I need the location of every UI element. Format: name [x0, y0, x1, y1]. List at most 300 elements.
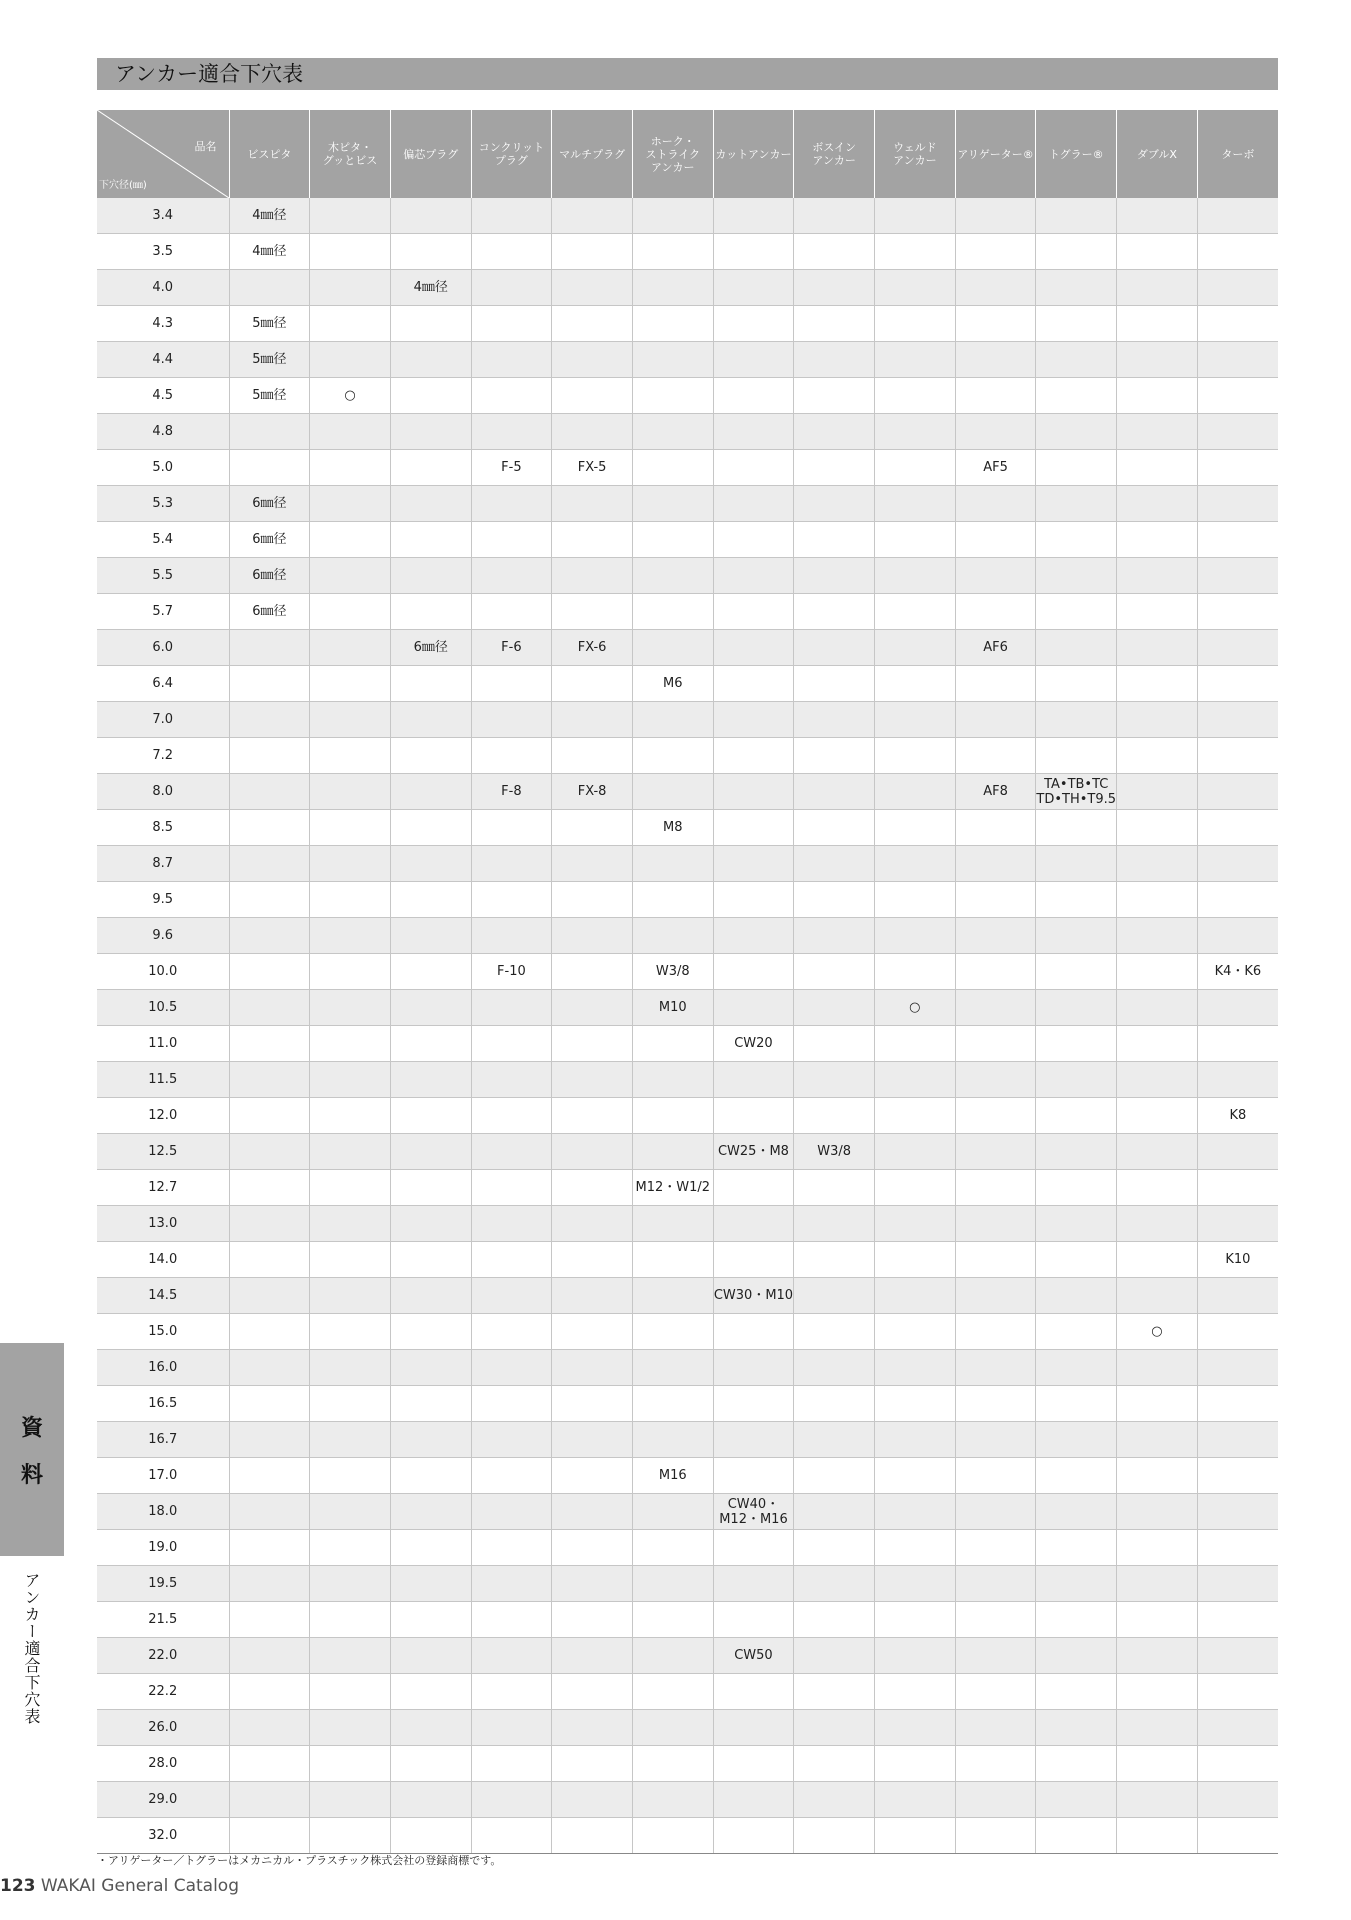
table-row: [97, 918, 1278, 954]
table-row: [97, 378, 1278, 414]
table-row: [97, 1782, 1278, 1818]
table-cell: [390, 522, 471, 558]
table-cell: [310, 774, 391, 810]
table-cell: [794, 774, 875, 810]
table-cell: [632, 1386, 713, 1422]
table-cell: [794, 1206, 875, 1242]
table-cell: [1117, 1170, 1198, 1206]
table-cell: [310, 918, 391, 954]
table-cell: [390, 1638, 471, 1674]
table-cell: [1036, 378, 1117, 414]
table-cell: [310, 1350, 391, 1386]
hole-diameter-cell: 29.0: [97, 1782, 229, 1818]
table-cell: [471, 1746, 552, 1782]
table-cell: [955, 270, 1036, 306]
table-cell: [390, 414, 471, 450]
table-cell: [1036, 594, 1117, 630]
table-cell: [471, 1386, 552, 1422]
hole-diameter-cell: 8.7: [97, 846, 229, 882]
table-cell: [471, 1638, 552, 1674]
table-cell: [955, 1818, 1036, 1854]
table-cell: FX-6: [552, 630, 633, 666]
column-header: ターボ: [1197, 110, 1278, 198]
table-row: [97, 1350, 1278, 1386]
table-cell: [552, 1638, 633, 1674]
table-cell: [229, 954, 310, 990]
table-cell: [955, 594, 1036, 630]
table-cell: [1036, 918, 1117, 954]
table-cell: F-6: [471, 630, 552, 666]
table-cell: [310, 1638, 391, 1674]
table-cell: [390, 738, 471, 774]
table-row: [97, 1818, 1278, 1854]
table-cell: [552, 306, 633, 342]
hole-diameter-cell: 4.5: [97, 378, 229, 414]
table-cell: [471, 486, 552, 522]
table-cell: [552, 1710, 633, 1746]
table-cell: [794, 522, 875, 558]
table-cell: [390, 702, 471, 738]
table-cell: [471, 1350, 552, 1386]
table-cell: [1117, 1530, 1198, 1566]
table-cell: [955, 738, 1036, 774]
table-cell: [794, 1314, 875, 1350]
table-cell: [713, 1602, 794, 1638]
table-cell: [632, 1026, 713, 1062]
table-cell: [1036, 1746, 1117, 1782]
hole-diameter-cell: 10.5: [97, 990, 229, 1026]
table-cell: [1117, 1566, 1198, 1602]
table-cell: [632, 306, 713, 342]
table-cell: M6: [632, 666, 713, 702]
table-cell: [310, 1314, 391, 1350]
table-cell: [552, 1242, 633, 1278]
table-cell: [310, 270, 391, 306]
table-row: [97, 954, 1278, 990]
table-cell: [1197, 1350, 1278, 1386]
table-cell: [794, 882, 875, 918]
table-row: [97, 1710, 1278, 1746]
table-cell: [1117, 846, 1198, 882]
section-tab-char: 資: [20, 1415, 43, 1441]
table-cell: 6㎜径: [390, 630, 471, 666]
table-cell: [310, 1170, 391, 1206]
table-cell: [552, 846, 633, 882]
table-cell: [471, 1098, 552, 1134]
table-cell: AF6: [955, 630, 1036, 666]
table-cell: [1197, 630, 1278, 666]
table-row: [97, 306, 1278, 342]
table-cell: [1197, 1782, 1278, 1818]
table-row: [97, 594, 1278, 630]
table-cell: [1117, 1710, 1198, 1746]
table-cell: [794, 954, 875, 990]
table-cell: [794, 1242, 875, 1278]
table-cell: [955, 1278, 1036, 1314]
table-cell: [390, 1566, 471, 1602]
table-cell: [1036, 1134, 1117, 1170]
table-row: [97, 486, 1278, 522]
table-cell: [471, 1782, 552, 1818]
table-cell: [310, 1746, 391, 1782]
table-cell: [875, 1134, 956, 1170]
table-cell: [794, 810, 875, 846]
table-cell: [552, 1674, 633, 1710]
table-cell: [471, 702, 552, 738]
table-cell: [875, 1530, 956, 1566]
table-cell: [794, 414, 875, 450]
table-cell: [875, 522, 956, 558]
table-cell: [310, 1530, 391, 1566]
table-cell: [552, 522, 633, 558]
table-cell: [390, 1134, 471, 1170]
table-cell: 6㎜径: [229, 558, 310, 594]
table-cell: [1036, 306, 1117, 342]
hole-diameter-cell: 11.0: [97, 1026, 229, 1062]
table-cell: [1117, 522, 1198, 558]
table-cell: [955, 882, 1036, 918]
table-cell: [1117, 414, 1198, 450]
table-cell: [310, 1026, 391, 1062]
table-cell: [955, 1566, 1036, 1602]
table-cell: [310, 954, 391, 990]
table-cell: ○: [875, 990, 956, 1026]
table-cell: [390, 342, 471, 378]
table-cell: [875, 270, 956, 306]
hole-diameter-cell: 21.5: [97, 1602, 229, 1638]
table-cell: [794, 450, 875, 486]
table-cell: [310, 1062, 391, 1098]
table-cell: [955, 1674, 1036, 1710]
table-cell: [713, 486, 794, 522]
table-cell: [955, 306, 1036, 342]
table-cell: [1117, 1602, 1198, 1638]
table-cell: TA•TB•TC TD•TH•T9.5: [1036, 774, 1117, 810]
table-row: [97, 702, 1278, 738]
table-cell: [875, 486, 956, 522]
table-cell: [552, 702, 633, 738]
table-cell: [632, 882, 713, 918]
table-cell: [955, 1386, 1036, 1422]
hole-diameter-cell: 28.0: [97, 1746, 229, 1782]
table-cell: [552, 1206, 633, 1242]
table-cell: [875, 810, 956, 846]
table-cell: [390, 234, 471, 270]
table-cell: [552, 1746, 633, 1782]
table-cell: [1197, 414, 1278, 450]
table-row: [97, 1062, 1278, 1098]
table-cell: [471, 1278, 552, 1314]
table-cell: [471, 1314, 552, 1350]
table-cell: [1197, 666, 1278, 702]
table-cell: [471, 882, 552, 918]
table-cell: [229, 1818, 310, 1854]
table-cell: [955, 1242, 1036, 1278]
table-cell: [713, 558, 794, 594]
hole-diameter-cell: 5.3: [97, 486, 229, 522]
page-title: アンカー適合下穴表: [97, 58, 1278, 90]
table-cell: [1197, 558, 1278, 594]
table-cell: [471, 846, 552, 882]
table-row: [97, 1494, 1278, 1530]
hole-diameter-cell: 7.2: [97, 738, 229, 774]
table-cell: [471, 990, 552, 1026]
hole-diameter-cell: 19.0: [97, 1530, 229, 1566]
table-cell: [955, 414, 1036, 450]
table-cell: [552, 1782, 633, 1818]
table-cell: [875, 1494, 956, 1530]
table-cell: [875, 918, 956, 954]
table-row: [97, 1674, 1278, 1710]
hole-diameter-cell: 7.0: [97, 702, 229, 738]
table-cell: [794, 234, 875, 270]
table-cell: [471, 342, 552, 378]
table-cell: [1036, 1710, 1117, 1746]
table-cell: [471, 1026, 552, 1062]
table-cell: [390, 594, 471, 630]
table-cell: 6㎜径: [229, 522, 310, 558]
table-cell: [955, 1170, 1036, 1206]
table-row: [97, 414, 1278, 450]
table-cell: [390, 990, 471, 1026]
table-cell: [632, 918, 713, 954]
table-cell: [390, 1242, 471, 1278]
table-body: [97, 198, 1278, 1854]
table-cell: [875, 342, 956, 378]
table-cell: [713, 1422, 794, 1458]
table-cell: F-5: [471, 450, 552, 486]
table-cell: [955, 198, 1036, 234]
table-cell: [1036, 1530, 1117, 1566]
table-cell: [1036, 954, 1117, 990]
table-cell: ○: [310, 378, 391, 414]
table-cell: [1036, 450, 1117, 486]
table-cell: [1117, 774, 1198, 810]
table-cell: [390, 1674, 471, 1710]
table-cell: [552, 486, 633, 522]
table-cell: [713, 594, 794, 630]
hole-diameter-cell: 4.4: [97, 342, 229, 378]
table-cell: [1197, 774, 1278, 810]
table-cell: [471, 198, 552, 234]
table-cell: [310, 1134, 391, 1170]
table-cell: [955, 1422, 1036, 1458]
table-row: [97, 1206, 1278, 1242]
table-cell: [875, 1782, 956, 1818]
table-cell: [552, 666, 633, 702]
table-cell: [713, 1242, 794, 1278]
hole-diameter-cell: 12.7: [97, 1170, 229, 1206]
table-cell: [229, 1386, 310, 1422]
column-header: ダブルX: [1117, 110, 1198, 198]
table-cell: [632, 270, 713, 306]
table-cell: [955, 990, 1036, 1026]
table-cell: [310, 738, 391, 774]
table-row: [97, 450, 1278, 486]
table-cell: [1197, 1530, 1278, 1566]
table-cell: [310, 1782, 391, 1818]
table-cell: [229, 1422, 310, 1458]
table-cell: [632, 1422, 713, 1458]
table-cell: [632, 1638, 713, 1674]
table-cell: [1036, 990, 1117, 1026]
column-header: ウェルド アンカー: [875, 110, 956, 198]
table-cell: [552, 1098, 633, 1134]
table-cell: [632, 486, 713, 522]
table-cell: [390, 666, 471, 702]
table-cell: [713, 1530, 794, 1566]
table-cell: [471, 1206, 552, 1242]
table-cell: [875, 738, 956, 774]
table-cell: [1197, 1566, 1278, 1602]
table-cell: [229, 1602, 310, 1638]
table-cell: [1117, 882, 1198, 918]
table-cell: [229, 846, 310, 882]
table-cell: [1036, 1566, 1117, 1602]
table-cell: [1197, 594, 1278, 630]
table-cell: [229, 702, 310, 738]
table-row: [97, 1566, 1278, 1602]
table-cell: [229, 666, 310, 702]
table-cell: [552, 378, 633, 414]
table-cell: [875, 1278, 956, 1314]
table-cell: [310, 522, 391, 558]
table-cell: [310, 882, 391, 918]
hole-diameter-cell: 4.3: [97, 306, 229, 342]
table-cell: [310, 1566, 391, 1602]
table-cell: [955, 810, 1036, 846]
table-cell: [1036, 522, 1117, 558]
table-cell: [794, 1638, 875, 1674]
table-cell: [552, 198, 633, 234]
table-cell: [875, 630, 956, 666]
table-cell: [713, 738, 794, 774]
table-cell: [1197, 882, 1278, 918]
table-cell: [390, 1098, 471, 1134]
table-cell: [310, 846, 391, 882]
table-cell: [1197, 234, 1278, 270]
table-cell: [1197, 1494, 1278, 1530]
table-cell: [955, 846, 1036, 882]
table-row: [97, 630, 1278, 666]
table-row: [97, 1026, 1278, 1062]
hole-diameter-cell: 10.0: [97, 954, 229, 990]
hole-diameter-cell: 19.5: [97, 1566, 229, 1602]
table-cell: [310, 1602, 391, 1638]
table-cell: [1197, 738, 1278, 774]
hole-diameter-cell: 3.4: [97, 198, 229, 234]
table-cell: [471, 1818, 552, 1854]
table-cell: [875, 1170, 956, 1206]
hole-diameter-cell: 16.7: [97, 1422, 229, 1458]
hole-diameter-cell: 3.5: [97, 234, 229, 270]
table-cell: [229, 918, 310, 954]
hole-diameter-cell: 4.8: [97, 414, 229, 450]
table-cell: [552, 1602, 633, 1638]
table-cell: [1197, 1746, 1278, 1782]
table-cell: [794, 378, 875, 414]
table-cell: [1117, 558, 1198, 594]
table-cell: [229, 1530, 310, 1566]
table-cell: [955, 1602, 1036, 1638]
table-cell: [1036, 1602, 1117, 1638]
table-cell: [310, 1818, 391, 1854]
table-cell: [1197, 810, 1278, 846]
table-cell: [1197, 486, 1278, 522]
table-cell: [875, 1062, 956, 1098]
table-cell: [875, 1674, 956, 1710]
table-row: [97, 1098, 1278, 1134]
table-cell: [875, 594, 956, 630]
table-cell: [390, 954, 471, 990]
hole-diameter-cell: 4.0: [97, 270, 229, 306]
table-cell: [552, 1134, 633, 1170]
table-cell: [471, 1530, 552, 1566]
table-cell: [1117, 810, 1198, 846]
table-cell: [1117, 1026, 1198, 1062]
table-cell: [1036, 810, 1117, 846]
table-cell: W3/8: [632, 954, 713, 990]
table-cell: [713, 414, 794, 450]
table-cell: [1117, 1278, 1198, 1314]
table-cell: [875, 378, 956, 414]
table-cell: [794, 1350, 875, 1386]
hole-diameter-cell: 17.0: [97, 1458, 229, 1494]
table-cell: [552, 1386, 633, 1422]
table-cell: [632, 630, 713, 666]
table-cell: [1036, 1170, 1117, 1206]
table-cell: [390, 810, 471, 846]
hole-diameter-cell: 16.0: [97, 1350, 229, 1386]
table-cell: [1117, 666, 1198, 702]
table-cell: [632, 774, 713, 810]
table-cell: [794, 1674, 875, 1710]
corner-cell: [97, 110, 229, 198]
table-cell: [229, 990, 310, 1026]
table-cell: [1036, 1314, 1117, 1350]
table-cell: [1197, 1170, 1278, 1206]
table-cell: [632, 1710, 713, 1746]
column-header: 木ピタ・ グッとビス: [310, 110, 391, 198]
table-cell: CW20: [713, 1026, 794, 1062]
table-cell: [310, 450, 391, 486]
table-cell: [1036, 702, 1117, 738]
table-cell: [471, 414, 552, 450]
table-cell: [955, 1062, 1036, 1098]
table-cell: [713, 1674, 794, 1710]
table-cell: [632, 1782, 713, 1818]
table-cell: [1117, 1350, 1198, 1386]
table-cell: [955, 1350, 1036, 1386]
table-cell: [713, 522, 794, 558]
table-cell: [390, 558, 471, 594]
table-cell: [1117, 306, 1198, 342]
table-cell: [713, 1710, 794, 1746]
table-cell: [632, 1314, 713, 1350]
table-cell: [794, 486, 875, 522]
hole-diameter-cell: 13.0: [97, 1206, 229, 1242]
table-cell: [794, 1602, 875, 1638]
hole-diameter-cell: 26.0: [97, 1710, 229, 1746]
table-cell: [632, 414, 713, 450]
table-cell: [310, 1242, 391, 1278]
table-cell: [310, 342, 391, 378]
table-cell: [390, 1278, 471, 1314]
table-row: [97, 198, 1278, 234]
table-cell: [632, 234, 713, 270]
table-cell: [1197, 1422, 1278, 1458]
table-cell: [1036, 1458, 1117, 1494]
